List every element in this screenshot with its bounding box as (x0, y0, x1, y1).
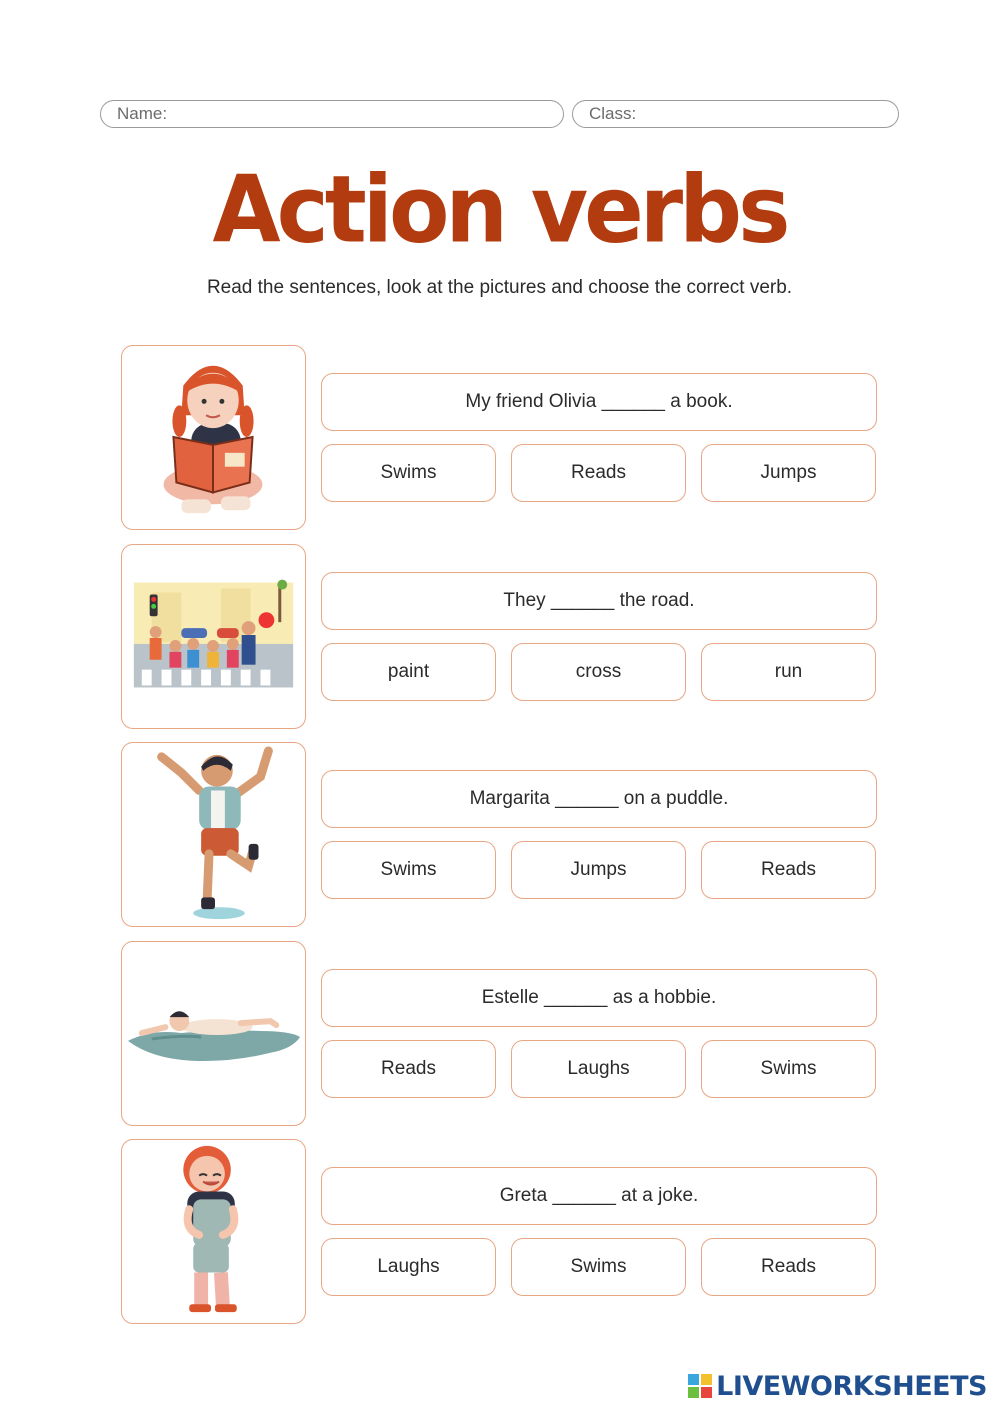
question-4-sentence: Estelle ______ as a hobbie. (321, 969, 877, 1027)
liveworksheets-logo[interactable] (688, 1369, 987, 1403)
picture-girl-reading (121, 345, 306, 530)
picture-person-swimming (121, 941, 306, 1126)
girl-reading-book-icon (122, 346, 305, 529)
question-4-option-2[interactable]: Laughs (511, 1040, 686, 1098)
picture-boy-jumping (121, 742, 306, 927)
question-3-option-2[interactable]: Jumps (511, 841, 686, 899)
question-4-option-1[interactable]: Reads (321, 1040, 496, 1098)
picture-children-crossing (121, 544, 306, 729)
instructions: Read the sentences, look at the pictures and choose the correct verb. (206, 277, 793, 298)
question-3-option-1[interactable]: Swims (321, 841, 496, 899)
question-5 (121, 1139, 879, 1325)
brand-name: LIVEWORKSHEETS (716, 1370, 987, 1402)
question-5-option-2[interactable]: Swims (511, 1238, 686, 1296)
question-1-sentence: My friend Olivia ______ a book. (321, 373, 877, 431)
question-1 (121, 345, 879, 531)
name-label: Name: (117, 104, 168, 123)
question-2-option-2[interactable]: cross (511, 643, 686, 701)
question-2-option-3[interactable]: run (701, 643, 876, 701)
girl-laughing-icon (122, 1140, 305, 1323)
person-swimming-icon (122, 942, 305, 1125)
question-3-option-3[interactable]: Reads (701, 841, 876, 899)
class-label: Class: (589, 104, 637, 123)
children-crossing-road-icon (122, 545, 305, 728)
question-4-option-3[interactable]: Swims (701, 1040, 876, 1098)
class-field[interactable] (572, 100, 899, 128)
question-2 (121, 544, 879, 730)
question-4 (121, 941, 879, 1127)
liveworksheets-logo-icon (688, 1374, 712, 1398)
question-3 (121, 742, 879, 928)
question-2-option-1[interactable]: paint (321, 643, 496, 701)
name-field[interactable] (100, 100, 564, 128)
page-title: Action verbs (212, 155, 787, 264)
picture-girl-laughing (121, 1139, 306, 1324)
question-5-sentence: Greta ______ at a joke. (321, 1167, 877, 1225)
question-5-option-3[interactable]: Reads (701, 1238, 876, 1296)
question-1-option-3[interactable]: Jumps (701, 444, 876, 502)
boy-jumping-puddle-icon (122, 743, 305, 926)
question-1-option-1[interactable]: Swims (321, 444, 496, 502)
question-5-option-1[interactable]: Laughs (321, 1238, 496, 1296)
question-1-option-2[interactable]: Reads (511, 444, 686, 502)
question-2-sentence: They ______ the road. (321, 572, 877, 630)
question-3-sentence: Margarita ______ on a puddle. (321, 770, 877, 828)
